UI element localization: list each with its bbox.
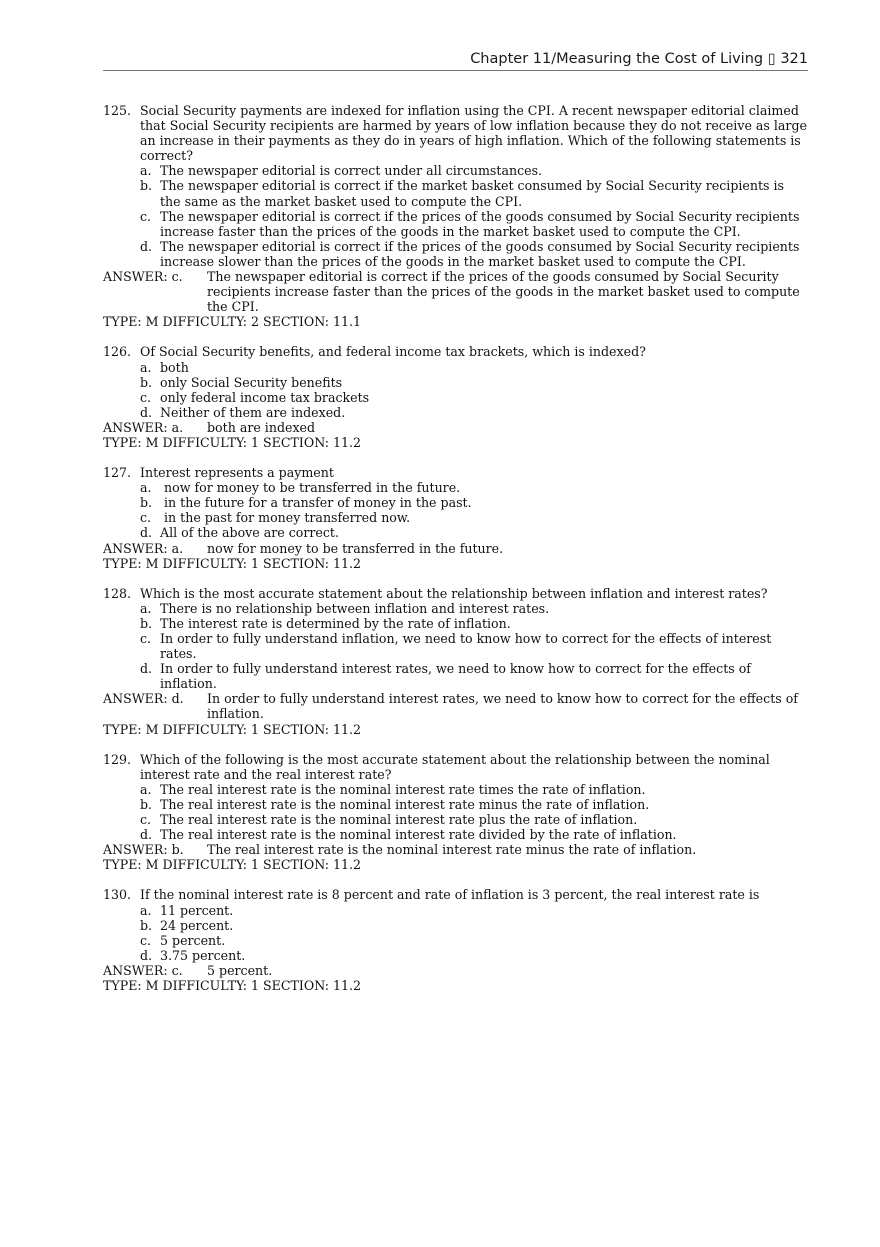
option-text: both [160, 359, 189, 375]
option-text: Neither of them are indexed. [160, 404, 346, 420]
option-text: The real interest rate is the nominal interest rate divided by the rate of inflation. [160, 827, 677, 843]
answer-label: ANSWER: d. [103, 691, 184, 707]
option-list [103, 360, 808, 420]
answer-option [103, 360, 808, 375]
answer-text: both are indexed [207, 419, 316, 435]
option-letter: d. [140, 827, 153, 843]
option-letter: a. [140, 480, 152, 496]
question-number: 128. [103, 585, 132, 601]
option-letter: d. [140, 238, 153, 254]
answer-option [103, 616, 808, 631]
option-text: The newspaper editorial is correct if the prices of the goods consumed by Social Security recipients increase faster than the prices of the goods in the market basket used to compute the CPI. [160, 208, 804, 239]
answer-option [103, 163, 808, 178]
answer-option [103, 239, 808, 269]
option-text: The real interest rate is the nominal interest rate plus the rate of inflation. [160, 812, 638, 828]
option-letter: d. [140, 661, 153, 677]
type-difficulty-section: TYPE: M DIFFICULTY: 1 SECTION: 11.2 [103, 977, 362, 993]
option-text: in the future for a transfer of money in the past. [160, 495, 472, 511]
type-difficulty-section: TYPE: M DIFFICULTY: 1 SECTION: 11.2 [103, 434, 362, 450]
option-text: The real interest rate is the nominal interest rate minus the rate of inflation. [160, 796, 650, 812]
answer-text: 5 percent. [207, 962, 273, 978]
question-stem [103, 586, 808, 601]
answer-option [103, 178, 808, 208]
option-text: The interest rate is determined by the rate of inflation. [160, 615, 511, 631]
answer-option [103, 903, 808, 918]
option-letter: a. [140, 781, 152, 797]
option-list [103, 601, 808, 692]
type-difficulty-section: TYPE: M DIFFICULTY: 2 SECTION: 11.1 [103, 314, 362, 330]
separator-icon: ▯ [767, 51, 776, 67]
question-block [103, 344, 808, 450]
answer-option [103, 390, 808, 405]
option-list [103, 903, 808, 963]
option-text: There is no relationship between inflation and interest rates. [160, 600, 550, 616]
option-letter: d. [140, 947, 153, 963]
question-text: Interest represents a payment [140, 465, 334, 481]
question-stem [103, 103, 808, 163]
type-difficulty-section: TYPE: M DIFFICULTY: 1 SECTION: 11.2 [103, 555, 362, 571]
answer-option [103, 405, 808, 420]
answer-option [103, 510, 808, 525]
question-number: 126. [103, 344, 132, 360]
answer-option [103, 631, 808, 661]
question-block [103, 887, 808, 993]
option-letter: b. [140, 374, 153, 390]
question-list [103, 103, 808, 1008]
option-letter: c. [140, 510, 152, 526]
option-text: in the past for money transferred now. [160, 510, 411, 526]
question-stem [103, 465, 808, 480]
answer-label: ANSWER: a. [103, 540, 184, 556]
answer-option [103, 918, 808, 933]
answer-option [103, 948, 808, 963]
answer-option [103, 797, 808, 812]
option-letter: a. [140, 359, 152, 375]
answer-text: In order to fully understand interest rates, we need to know how to correct for the effects of inflation. [207, 691, 798, 722]
option-letter: b. [140, 178, 153, 194]
answer-text: The newspaper editorial is correct if the prices of the goods consumed by Social Security recipients increase faster than the prices of the goods in the market basket used to compute the CPI. [207, 269, 800, 315]
option-text: All of the above are correct. [160, 525, 339, 541]
answer-option [103, 661, 808, 691]
option-list [103, 782, 808, 842]
option-letter: d. [140, 404, 153, 420]
question-text: Which of the following is the most accurate statement about the relationship between the nominal interest rate and the real interest rate? [140, 751, 770, 782]
option-text: 11 percent. [160, 902, 234, 918]
option-letter: b. [140, 615, 153, 631]
answer-label: ANSWER: b. [103, 842, 184, 858]
question-block [103, 586, 808, 737]
answer-option [103, 480, 808, 495]
question-text: Which is the most accurate statement about the relationship between inflation and interest rates? [140, 585, 768, 601]
answer-option [103, 375, 808, 390]
question-stem [103, 752, 808, 782]
option-text: The real interest rate is the nominal interest rate times the rate of inflation. [160, 781, 646, 797]
option-text: now for money to be transferred in the future. [160, 480, 461, 496]
type-difficulty-section: TYPE: M DIFFICULTY: 1 SECTION: 11.2 [103, 857, 362, 873]
option-letter: c. [140, 932, 152, 948]
option-text: The newspaper editorial is correct if the prices of the goods consumed by Social Security recipients increase slower than the prices of the goods in the market basket used to compute the CPI. [160, 238, 804, 269]
option-letter: a. [140, 902, 152, 918]
option-text: only Social Security benefits [160, 374, 343, 390]
option-text: In order to fully understand inflation, we need to know how to correct for the effects of interest rates. [160, 631, 776, 662]
answer-option [103, 933, 808, 948]
answer-label: ANSWER: c. [103, 962, 183, 978]
page-number: 321 [780, 51, 808, 67]
answer-option [103, 209, 808, 239]
answer-line [103, 420, 808, 435]
answer-line [103, 842, 808, 857]
answer-option [103, 495, 808, 510]
question-block [103, 103, 808, 329]
answer-option [103, 601, 808, 616]
question-stem [103, 887, 808, 902]
question-number: 125. [103, 103, 132, 118]
option-text: The newspaper editorial is correct under all circumstances. [160, 163, 543, 179]
question-stem [103, 344, 808, 359]
answer-option [103, 827, 808, 842]
answer-option [103, 782, 808, 797]
type-difficulty-section: TYPE: M DIFFICULTY: 1 SECTION: 11.2 [103, 721, 362, 737]
option-letter: c. [140, 631, 152, 646]
question-block [103, 752, 808, 873]
question-text: If the nominal interest rate is 8 percent and rate of inflation is 3 percent, the real interest rate is [140, 887, 760, 903]
question-block [103, 465, 808, 571]
option-text: The newspaper editorial is correct if the market basket consumed by Social Security recipients is the same as the market basket used to compute the CPI. [160, 178, 789, 209]
option-letter: a. [140, 600, 152, 616]
option-letter: b. [140, 917, 153, 933]
option-text: 3.75 percent. [160, 947, 246, 963]
option-letter: d. [140, 525, 153, 541]
option-letter: a. [140, 163, 152, 179]
header-rule [103, 70, 808, 71]
answer-line [103, 691, 808, 721]
answer-line [103, 269, 808, 314]
question-number: 127. [103, 465, 132, 481]
answer-option [103, 812, 808, 827]
option-letter: b. [140, 495, 153, 511]
question-number: 129. [103, 751, 132, 767]
answer-text: The real interest rate is the nominal interest rate minus the rate of inflation. [207, 842, 697, 858]
option-list [103, 163, 808, 269]
answer-option [103, 525, 808, 540]
option-letter: c. [140, 389, 152, 405]
option-list [103, 480, 808, 540]
option-text: 24 percent. [160, 917, 234, 933]
running-head-title: Chapter 11/Measuring the Cost of Living [470, 51, 764, 67]
option-letter: c. [140, 208, 152, 224]
option-text: 5 percent. [160, 932, 226, 948]
running-header [103, 51, 808, 67]
question-text: Social Security payments are indexed for inflation using the CPI. A recent newspaper editorial claimed that Social Security recipients are harmed by years of low inflation because they do not receive as large an increase in their payments as they do in years of high inflation. Which of the following statements is correct? [140, 103, 807, 164]
question-text: Of Social Security benefits, and federal income tax brackets, which is indexed? [140, 344, 646, 360]
answer-line [103, 541, 808, 556]
option-text: In order to fully understand interest rates, we need to know how to correct for the effects of inflation. [160, 661, 755, 692]
answer-label: ANSWER: a. [103, 419, 184, 435]
option-text: only federal income tax brackets [160, 389, 370, 405]
answer-text: now for money to be transferred in the future. [207, 540, 504, 556]
question-number: 130. [103, 887, 132, 903]
answer-line [103, 963, 808, 978]
option-letter: b. [140, 796, 153, 812]
answer-label: ANSWER: c. [103, 269, 183, 285]
option-letter: c. [140, 812, 152, 828]
